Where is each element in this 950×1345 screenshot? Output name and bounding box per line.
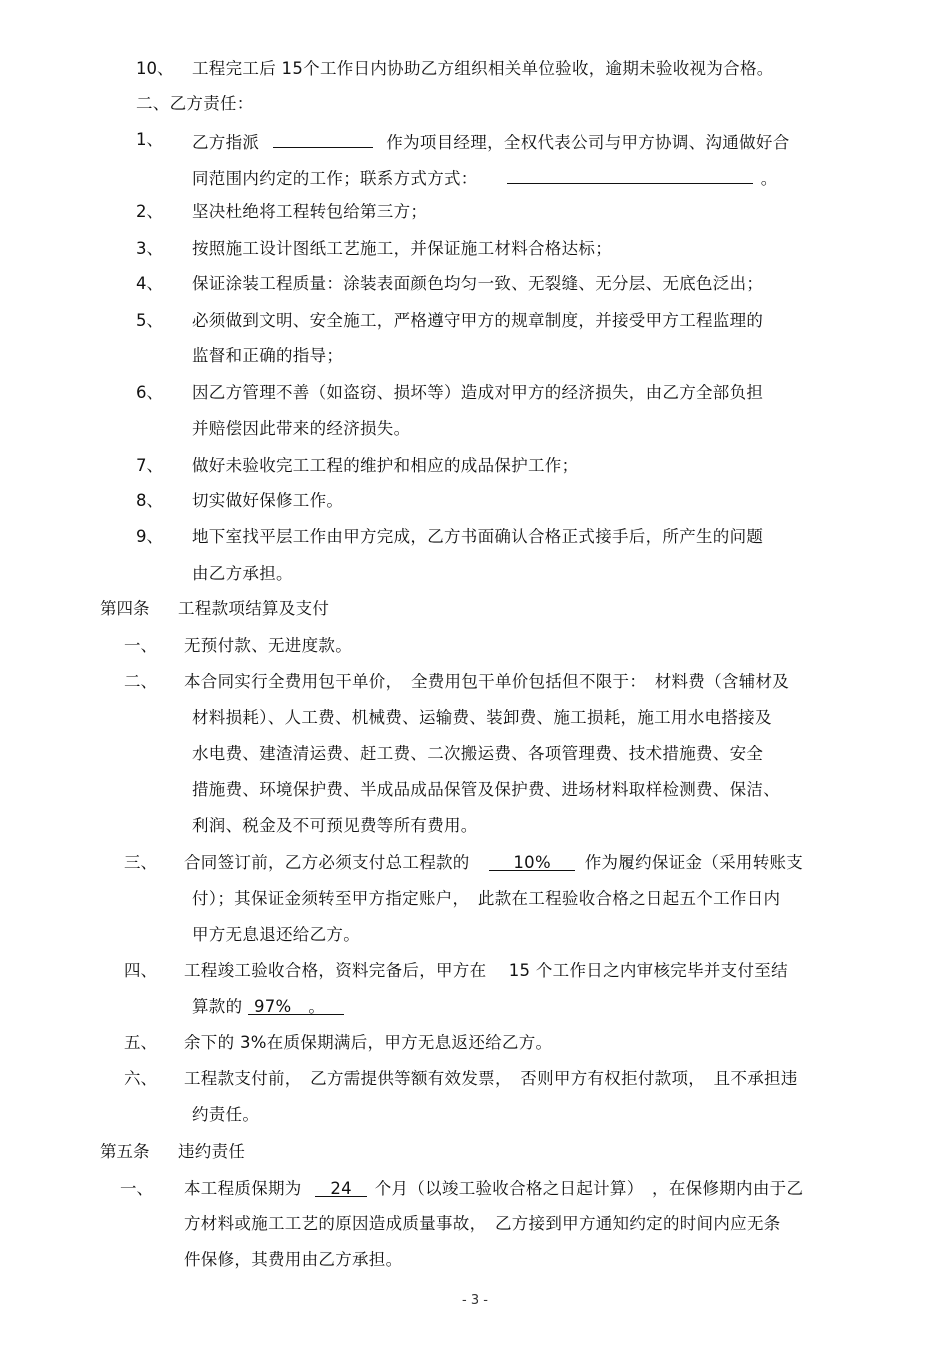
section-heading: 二、乙方责任： (136, 94, 254, 113)
item-number: 7、 (136, 456, 163, 475)
clause-text: 。 (760, 169, 778, 188)
clause-line: 因乙方管理不善（如盗窃、损坏等）造成对甲方的经济损失，由乙方全部负担 (192, 383, 764, 402)
clause-line: 必须做到文明、安全施工，严格遵守甲方的规章制度，并接受甲方工程监理的 (192, 311, 764, 330)
item-number: 8、 (136, 491, 163, 510)
article-title: 违约责任 (178, 1142, 246, 1161)
item-number: 五、 (124, 1033, 157, 1052)
clause-line: 本合同实行全费用包干单价， 全费用包干单价包括但不限于： 材料费（含辅材及 (184, 672, 790, 691)
item-number: 1、 (136, 130, 163, 149)
clause-line: 保证涂装工程质量：涂装表面颜色均匀一致、无裂缝、无分层、无底色泛出； (192, 274, 764, 293)
settlement-percent-value: 97% (253, 997, 292, 1016)
item-number: 5、 (136, 311, 163, 330)
article-title: 工程款项结算及支付 (178, 599, 330, 618)
clause-line: 监督和正确的指导； (192, 346, 344, 365)
clause-line: 措施费、环境保护费、半成品成品保管及保护费、进场材料取样检测费、保洁、 (192, 780, 780, 799)
clause-line (184, 1178, 803, 1200)
item-number: 二、 (124, 672, 157, 691)
clause-text: 作为履约保证金（采用转账支 (584, 853, 804, 872)
deposit-percent-field: 10% (489, 852, 575, 871)
clause-line: 约责任。 (192, 1105, 260, 1124)
warranty-months-field: 24 (315, 1178, 367, 1197)
clause-line: 件保修，其费用由乙方承担。 (184, 1250, 403, 1269)
contact-blank (507, 165, 753, 184)
settlement-percent-field (248, 996, 344, 1015)
clause-text: 同范围内约定的工作；联系方式方式： (192, 169, 478, 188)
clause-line: 甲方无息退还给乙方。 (192, 925, 360, 944)
clause-text: 乙方指派 (192, 133, 260, 152)
clause-line: 并赔偿因此带来的经济损失。 (192, 419, 411, 438)
item-number: 一、 (124, 636, 157, 655)
item-number: 一、 (120, 1179, 153, 1198)
manager-name-blank (273, 129, 373, 148)
clause-line (184, 852, 803, 874)
page-number: - 3 - (462, 1293, 488, 1308)
item-number: 9、 (136, 527, 163, 546)
clause-text: 本工程质保期为 (184, 1179, 302, 1198)
clause-text: 合同签订前，乙方必须支付总工程款的 (184, 853, 470, 872)
item-number: 6、 (136, 383, 163, 402)
clause-line (192, 129, 790, 154)
item-number: 六、 (124, 1069, 157, 1088)
clause-line: 地下室找平层工作由甲方完成，乙方书面确认合格正式接手后，所产生的问题 (192, 527, 764, 546)
clause-text: 。 (308, 997, 326, 1016)
clause-line: 利润、税金及不可预见费等所有费用。 (192, 816, 478, 835)
clause-line: 切实做好保修工作。 (192, 491, 344, 510)
article-number: 第四条 (100, 599, 150, 618)
item-number: 3、 (136, 239, 163, 258)
item-number: 三、 (124, 853, 157, 872)
clause-line: 由乙方承担。 (192, 564, 293, 583)
item-number: 四、 (124, 961, 157, 980)
clause-line: 工程竣工验收合格，资料完备后，甲方在 15 个工作日之内审核完毕并支付至结 (184, 961, 788, 980)
clause-line: 水电费、建渣清运费、赶工费、二次搬运费、各项管理费、技术措施费、安全 (192, 744, 764, 763)
clause-line: 按照施工设计图纸工艺施工，并保证施工材料合格达标； (192, 239, 612, 258)
clause-line: 工程款支付前， 乙方需提供等额有效发票， 否则甲方有权拒付款项， 且不承担违 (184, 1069, 798, 1088)
clause-line: 材料损耗）、人工费、机械费、运输费、装卸费、施工损耗，施工用水电搭接及 (192, 708, 772, 727)
clause-line: 付）；其保证金须转至甲方指定账户， 此款在工程验收合格之日起五个工作日内 (192, 889, 781, 908)
clause-text: 个月（以竣工验收合格之日起计算） ，在保修期内由于乙 (374, 1179, 804, 1198)
clause-line (192, 996, 344, 1018)
item-number: 4、 (136, 274, 163, 293)
item-number: 10、 (136, 59, 174, 78)
clause-line (192, 165, 778, 190)
clause-line: 方材料或施工工艺的原因造成质量事故， 乙方接到甲方通知约定的时间内应无条 (184, 1214, 781, 1233)
clause-line: 做好未验收完工工程的维护和相应的成品保护工作； (192, 456, 579, 475)
clause-text: 算款的 (192, 997, 243, 1016)
clause-text: 作为项目经理，全权代表公司与甲方协调、沟通做好合 (386, 133, 790, 152)
clause-line: 工程完工后 15个工作日内协助乙方组织相关单位验收，逾期未验收视为合格。 (192, 59, 774, 78)
clause-line: 坚决杜绝将工程转包给第三方； (192, 202, 428, 221)
article-number: 第五条 (100, 1142, 150, 1161)
item-number: 2、 (136, 202, 163, 221)
clause-line: 余下的 3%在质保期满后，甲方无息返还给乙方。 (184, 1033, 553, 1052)
clause-line: 无预付款、无进度款。 (184, 636, 352, 655)
